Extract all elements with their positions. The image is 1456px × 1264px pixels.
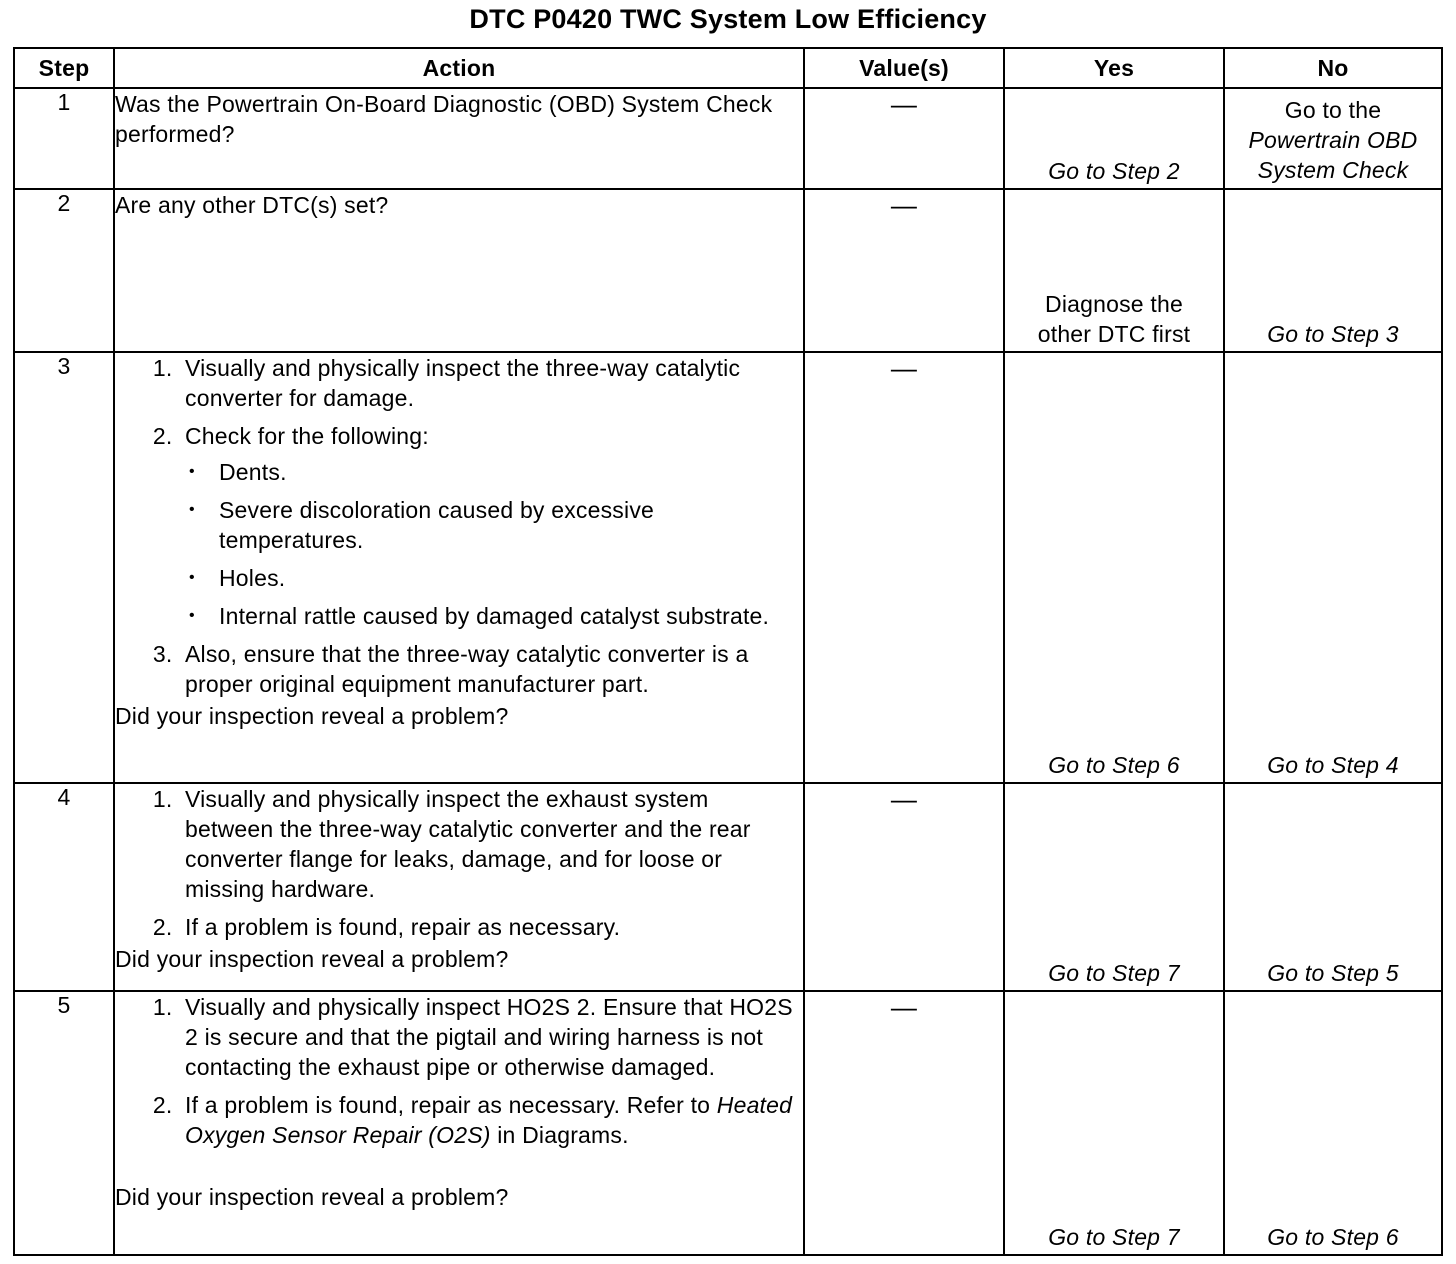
header-no: No [1224,48,1442,88]
value-cell: — [804,352,1004,783]
step-number: 3 [14,352,114,783]
action-cell [114,991,804,1255]
action-cell [114,88,804,189]
no-link[interactable]: Go to Step 4 [1267,752,1399,778]
no-cell [1224,352,1442,783]
yes-link[interactable]: Go to Step 6 [1048,752,1180,778]
no-cell [1224,88,1442,189]
yes-cell [1004,189,1224,352]
action-cell [114,783,804,991]
header-action: Action [114,48,804,88]
value-cell: — [804,189,1004,352]
check-list-item: • Severe discoloration caused by excessive temperatures. [219,495,803,555]
diagnostic-table [13,47,1443,1256]
table-row-step-4 [14,783,1442,991]
action-step-text: Check for the following: [185,423,429,449]
action-question: Did your inspection reveal a problem? [115,946,509,972]
no-cell [1224,783,1442,991]
yes-link[interactable]: Go to Step 7 [1048,960,1180,986]
action-question: Are any other DTC(s) set? [115,192,389,218]
action-step-item [179,1090,803,1150]
action-step-item: 1. Visually and physically inspect the exhaust system between the three-way catalytic converter and the rear converter flange for leaks, damage, and for loose or missing hardware. [179,784,803,904]
step-number: 4 [14,783,114,991]
no-cell [1224,991,1442,1255]
value-cell: — [804,991,1004,1255]
yes-cell [1004,783,1224,991]
yes-link[interactable]: Diagnose the other DTC first [1037,291,1191,347]
header-row [14,48,1442,88]
no-link[interactable]: Go to Step 5 [1267,960,1399,986]
no-link[interactable] [1225,95,1441,185]
yes-cell [1004,88,1224,189]
value-cell: — [804,783,1004,991]
no-link-prefix: Go to the [1284,97,1382,123]
action-question: Did your inspection reveal a problem? [115,703,509,729]
step-number: 2 [14,189,114,352]
action-step-text: If a problem is found, repair as necessary. Refer to [185,1092,711,1118]
value-cell: — [804,88,1004,189]
action-step-item: 2. If a problem is found, repair as necessary. [179,912,803,942]
table-row-step-5 [14,991,1442,1255]
table-row-step-2 [14,189,1442,352]
header-values: Value(s) [804,48,1004,88]
header-step: Step [14,48,114,88]
action-step-item: 3. Also, ensure that the three-way catalytic converter is a proper original equipment manufacturer part. [179,639,803,699]
step-number: 5 [14,991,114,1255]
yes-link[interactable]: Go to Step 2 [1048,158,1180,184]
action-steps [115,353,803,699]
action-step-item: 1. Visually and physically inspect the three-way catalytic converter for damage. [179,353,803,413]
yes-link[interactable]: Go to Step 7 [1048,1224,1180,1250]
action-steps [115,992,803,1150]
check-list-item: • Holes. [219,563,803,593]
table-row-step-3 [14,352,1442,783]
step-number: 1 [14,88,114,189]
action-cell [114,352,804,783]
action-cell [114,189,804,352]
header-yes: Yes [1004,48,1224,88]
yes-cell [1004,352,1224,783]
diagram-reference-link[interactable]: Heated Oxygen Sensor Repair (O2S) [185,1092,793,1148]
action-step-text: in Diagrams. [497,1122,629,1148]
check-list [185,457,803,631]
no-link[interactable]: Go to Step 3 [1267,321,1399,347]
no-link-target: Powertrain OBD System Check [1248,127,1418,183]
action-steps [115,784,803,942]
no-link[interactable]: Go to Step 6 [1267,1224,1399,1250]
action-step-item [179,421,803,631]
page-title: DTC P0420 TWC System Low Efficiency [469,4,987,34]
table-row-step-1 [14,88,1442,189]
action-question: Did your inspection reveal a problem? [115,1184,509,1210]
no-cell [1224,189,1442,352]
action-step-item: 1. Visually and physically inspect HO2S 2. Ensure that HO2S 2 is secure and that the pigtail and wiring harness is not contacting the exhaust pipe or otherwise damaged. [179,992,803,1082]
action-question: Was the Powertrain On-Board Diagnostic (OBD) System Check performed? [115,91,773,147]
yes-cell [1004,991,1224,1255]
check-list-item: • Internal rattle caused by damaged catalyst substrate. [219,601,803,631]
check-list-item: • Dents. [219,457,803,487]
